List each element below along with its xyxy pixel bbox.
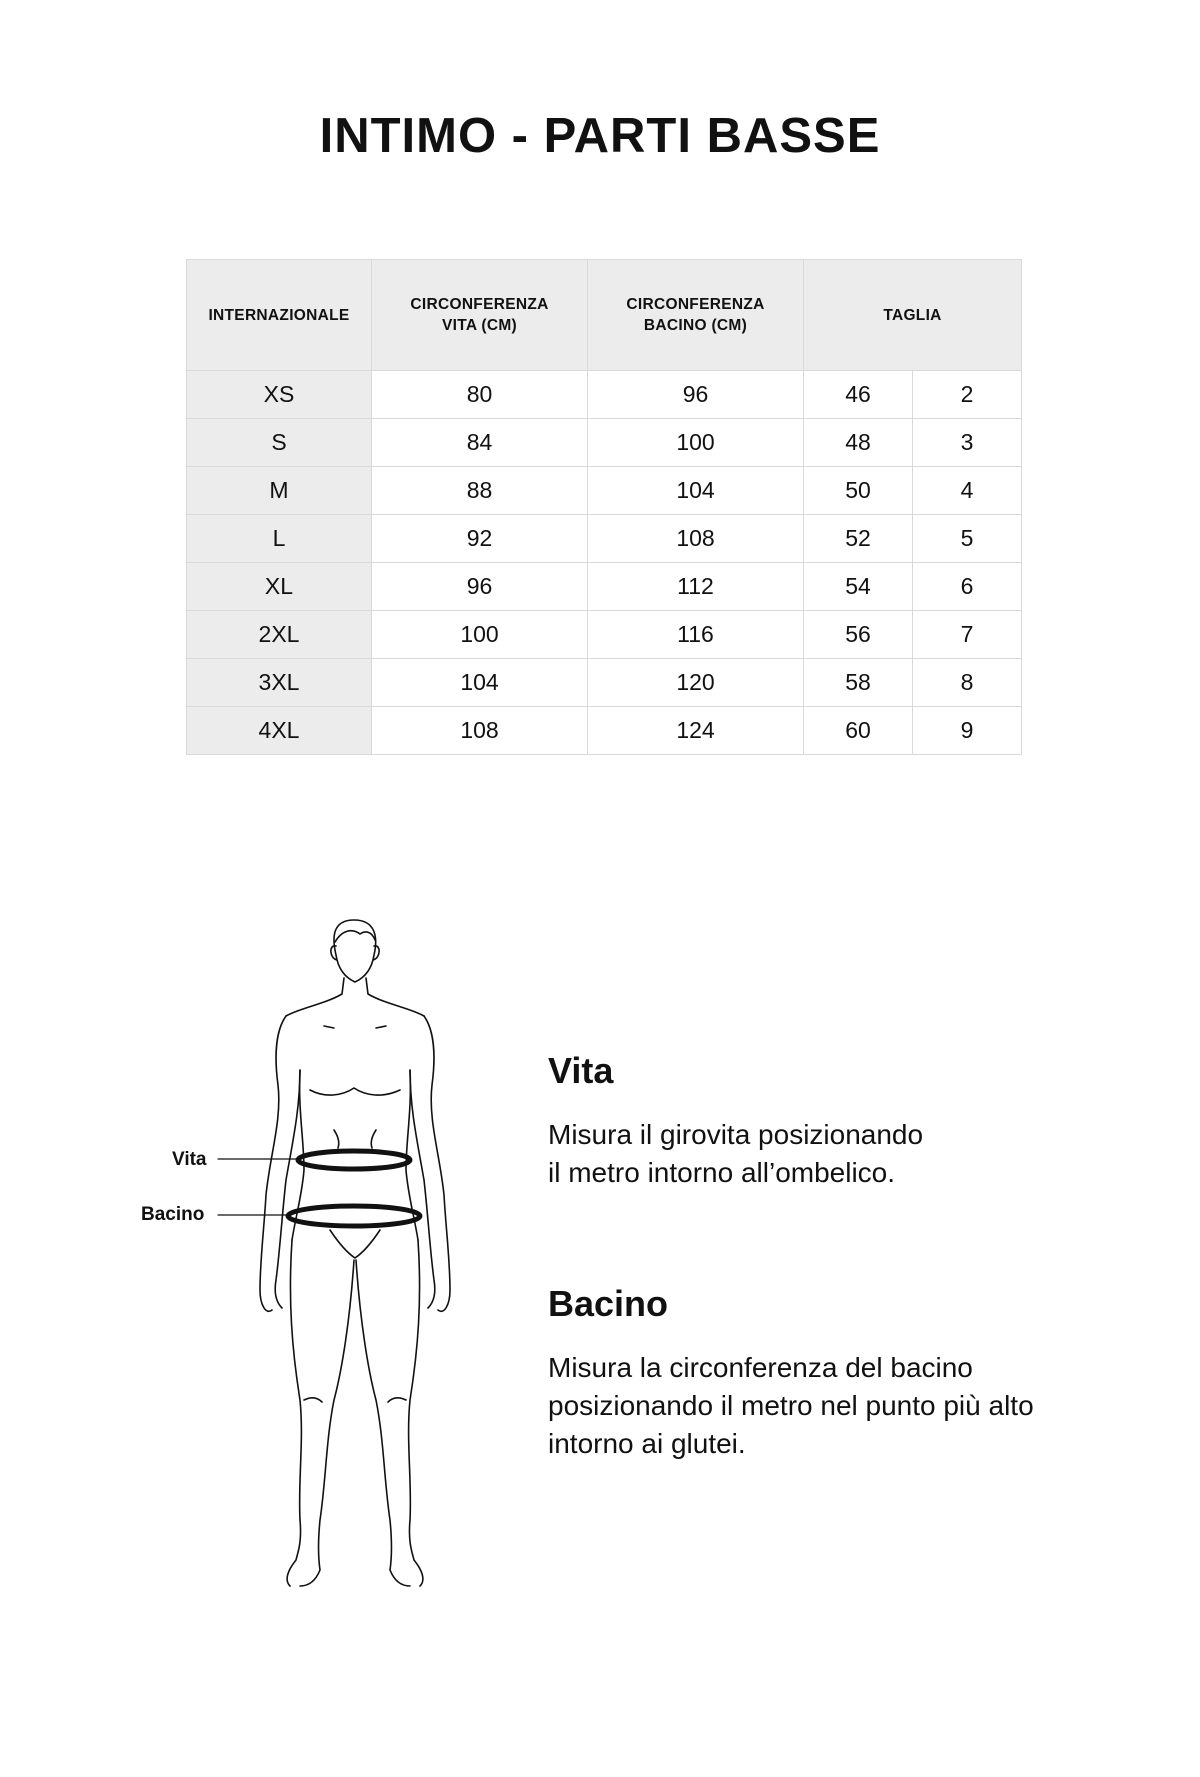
table-row	[187, 563, 1022, 611]
hip-measure-ring	[288, 1206, 420, 1226]
vita-callout-label: Vita	[172, 1149, 207, 1170]
page-title: INTIMO - PARTI BASSE	[319, 109, 881, 163]
cell-waist: 80	[372, 371, 588, 419]
body-outline-illustration	[120, 880, 480, 1640]
table-row	[187, 659, 1022, 707]
cell-international: 2XL	[187, 611, 372, 659]
left-leg-inner	[300, 1260, 354, 1586]
vita-info-block	[548, 1050, 1108, 1192]
cell-international: XL	[187, 563, 372, 611]
right-arm-outer	[424, 1016, 450, 1311]
hair-line	[335, 931, 375, 942]
cell-waist: 108	[372, 707, 588, 755]
cell-waist: 92	[372, 515, 588, 563]
header-waist	[372, 260, 588, 371]
cell-size-it: 52	[804, 515, 913, 563]
cell-size-it: 58	[804, 659, 913, 707]
vita-description-line1: Misura il girovita posizionando	[548, 1119, 924, 1150]
cell-size-num: 5	[913, 515, 1022, 563]
left-arm-outer	[260, 1016, 286, 1311]
cell-waist: 100	[372, 611, 588, 659]
cell-size-num: 7	[913, 611, 1022, 659]
header-waist-line1: CIRCONFERENZA	[410, 296, 549, 313]
bacino-description-line2: posizionando il metro nel punto più alto	[548, 1390, 1034, 1421]
bacino-info-block	[548, 1283, 1108, 1463]
cell-waist: 96	[372, 563, 588, 611]
table-row	[187, 371, 1022, 419]
left-knee	[304, 1398, 322, 1402]
waist-measure-ring	[298, 1151, 410, 1169]
bacino-callout-label: Bacino	[141, 1204, 205, 1225]
head-outline	[334, 920, 376, 982]
cell-international: 4XL	[187, 707, 372, 755]
table-row	[187, 515, 1022, 563]
cell-size-it: 54	[804, 563, 913, 611]
cell-hip: 108	[588, 515, 804, 563]
cell-waist: 84	[372, 419, 588, 467]
header-international-label: INTERNAZIONALE	[208, 306, 350, 324]
cell-hip: 100	[588, 419, 804, 467]
vita-description	[548, 1116, 1108, 1192]
bacino-description-line1: Misura la circonferenza del bacino	[548, 1352, 973, 1383]
right-leg-outer	[409, 1240, 423, 1586]
header-size-label: TAGLIA	[883, 306, 942, 324]
left-leg-outer	[287, 1240, 301, 1586]
bacino-heading: Bacino	[548, 1283, 669, 1324]
collar-right	[376, 1026, 386, 1028]
right-knee	[388, 1398, 406, 1402]
header-size	[804, 260, 1022, 371]
cell-size-num: 8	[913, 659, 1022, 707]
cell-size-num: 4	[913, 467, 1022, 515]
abs-right	[371, 1130, 376, 1148]
header-international	[187, 260, 372, 371]
cell-hip: 96	[588, 371, 804, 419]
table-row	[187, 707, 1022, 755]
cell-international: M	[187, 467, 372, 515]
cell-size-it: 50	[804, 467, 913, 515]
right-leg-inner	[356, 1260, 410, 1586]
cell-size-it: 56	[804, 611, 913, 659]
body-measurement-figure	[120, 880, 480, 1640]
header-waist-line2: VITA (CM)	[441, 317, 517, 334]
cell-size-num: 2	[913, 371, 1022, 419]
cell-size-num: 9	[913, 707, 1022, 755]
crotch-line	[330, 1230, 380, 1258]
cell-international: L	[187, 515, 372, 563]
table-row	[187, 419, 1022, 467]
header-hip	[588, 260, 804, 371]
neck-left	[286, 978, 344, 1016]
table-header-row	[187, 260, 1022, 371]
cell-size-it: 60	[804, 707, 913, 755]
cell-international: 3XL	[187, 659, 372, 707]
cell-international: XS	[187, 371, 372, 419]
cell-hip: 112	[588, 563, 804, 611]
abs-left	[334, 1130, 339, 1148]
cell-size-num: 3	[913, 419, 1022, 467]
chest-line	[310, 1088, 400, 1095]
table-row	[187, 611, 1022, 659]
size-table	[186, 259, 1022, 755]
cell-waist: 88	[372, 467, 588, 515]
bacino-description-line3: intorno ai glutei.	[548, 1428, 746, 1459]
collar-left	[324, 1026, 334, 1028]
bacino-description	[548, 1349, 1108, 1463]
cell-international: S	[187, 419, 372, 467]
neck-right	[366, 978, 424, 1016]
header-hip-line1: CIRCONFERENZA	[626, 296, 765, 313]
vita-description-line2: il metro intorno all’ombelico.	[548, 1157, 896, 1188]
cell-waist: 104	[372, 659, 588, 707]
cell-size-it: 46	[804, 371, 913, 419]
header-hip-line2: BACINO (CM)	[643, 317, 748, 334]
cell-hip: 116	[588, 611, 804, 659]
cell-size-it: 48	[804, 419, 913, 467]
cell-size-num: 6	[913, 563, 1022, 611]
cell-hip: 120	[588, 659, 804, 707]
cell-hip: 124	[588, 707, 804, 755]
table-row	[187, 467, 1022, 515]
vita-heading: Vita	[548, 1050, 614, 1091]
cell-hip: 104	[588, 467, 804, 515]
